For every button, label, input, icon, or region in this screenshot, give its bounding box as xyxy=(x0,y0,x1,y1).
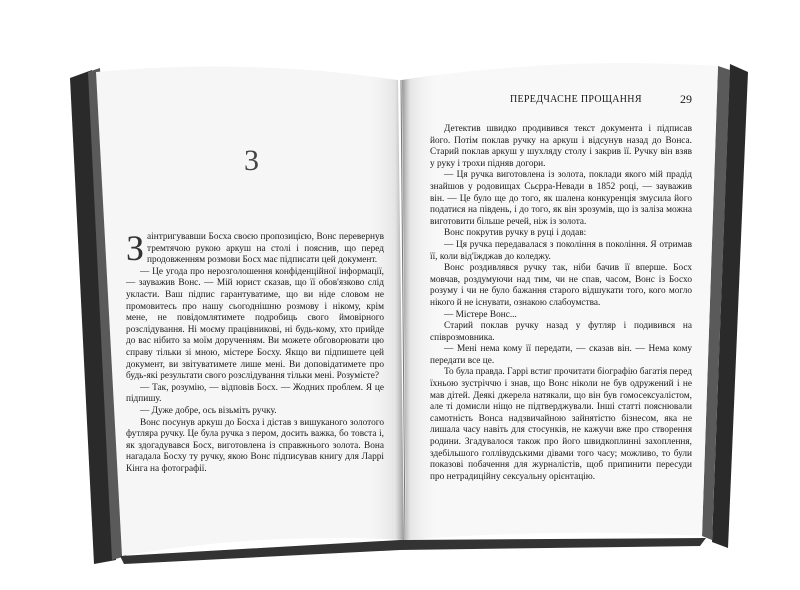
paragraph: — Містере Вонс... xyxy=(444,309,517,320)
paragraph: Вонс посунув аркуш до Босха і дістав з вишуканого золотого футляра ручку. Це була ручка з пером, досить важка, бо товста і, як здогадувався Босх, виготовлена із справжнього золота. Вона нагадала Босху ту ручку, якою Вонс підписував книгу для Ларрі Кінга на фотографії. xyxy=(126,417,384,474)
paragraph xyxy=(126,228,384,268)
left-page xyxy=(112,108,394,548)
running-title: ПЕРЕДЧАСНЕ ПРОЩАННЯ xyxy=(510,94,642,105)
paragraph: Детектив швидко продивився текст документа і підписав його. Потім поклав ручку на аркуш і відсунув назад до Вонса. Старий поклав аркуш у шухляду столу і закрив її. Ручку він взяв у руку і трохи підняв догори. xyxy=(430,124,692,169)
page-number: 29 xyxy=(680,92,692,106)
paragraph: Вонс роздивлявся ручку так, ніби бачив її вперше. Босх мовчав, роздумуючи над тим, чи не спав, часом, Вонс із Босхо розуму і чи не було бажання старого відшукати того, кого могло нікого й не існувати, ознакою слабоумства. xyxy=(430,263,692,308)
paragraph: Вонс покрутив ручку в руці і додав: xyxy=(444,228,587,239)
paragraph: — Дуже добре, ось візьміть ручку. xyxy=(140,405,277,416)
chapter-number: 3 xyxy=(244,144,259,177)
paragraph: — Так, розумію, — відповів Босх. — Жодних проблем. Я це підпишу. xyxy=(126,382,384,405)
paragraph-text: аінтригувавши Босха своєю пропозицією, Вонс перевернув тремтячою рукою аркуш на столі і пояснив, що перед продовженням розмови Босх має підписати цей документ. xyxy=(147,232,384,266)
paragraph: То була правда. Гаррі встиг прочитати біографію багатія перед їхньою зустріччю і знав, що Вонс ніколи не був одружений і не мав дітей. Деякі джерела натякали, що він був гомосексуалістом, але ті домисли ніщо не підтверджували. Інші статті пояснювали самотність Вонса надзвичайною зайнятістю бізнесом, яка не лишала часу навіть для стосунків, не кажучи вже про створення родини. Згадувалося також про його швидкоплинні захоплення, здебільшого голлівудськими дівами того часу; можливо, то були показові побачення для журналістів, щоб припинити пересуди про нетрадиційну сексуальну орієнтацію. xyxy=(430,367,693,482)
paragraph: — Ця ручка передавалася з покоління в покоління. Я отримав її, коли від'їжджав до коледжу. xyxy=(430,239,692,262)
right-page xyxy=(412,92,694,532)
left-page-text xyxy=(126,228,384,475)
paragraph: Старий поклав ручку назад у футляр і подивився на співрозмовника. xyxy=(430,321,692,343)
drop-cap: З xyxy=(126,228,145,268)
paragraph: — Мені нема кому її передати, — сказав він. — Нема кому передати все це. xyxy=(430,344,692,366)
right-page-text xyxy=(430,124,692,483)
paragraph: — Ця ручка виготовлена із золота, поклади якого мій прадід знайшов у родовищах Сьєрра-Невади в 1852 році, — зауважив він. — Це було ще до того, як шалена конкуренція змусила його податися на південь, і до того, як він зрозумів, що із заліза можна виготовити більше речей, ніж із золота. xyxy=(430,170,692,227)
paragraph: — Це угода про нерозголошення конфіденційної інформації, — зауважив Вонс. — Мій юрист сказав, що її обов'язково слід укласти. Ваш підпис гарантуватиме, що ви ніде словом не промовитесь про нашу сьогоднішню розмову і нікому, крім мене, не повідомлятимете подробиць свого ймовірного розслідування. Ні моєму працівникові, ні будь-кому, хто прийде до вас нібито за моїм дорученням. Ви можете обговорювати цю справу тільки зі мною, містере Босху. Якщо ви підпишете цей документ, ви звітуватимете лише мені. Ви доповідатимете про будь-які результати свого розслідування тільки мені. Розумієте? xyxy=(126,266,384,382)
